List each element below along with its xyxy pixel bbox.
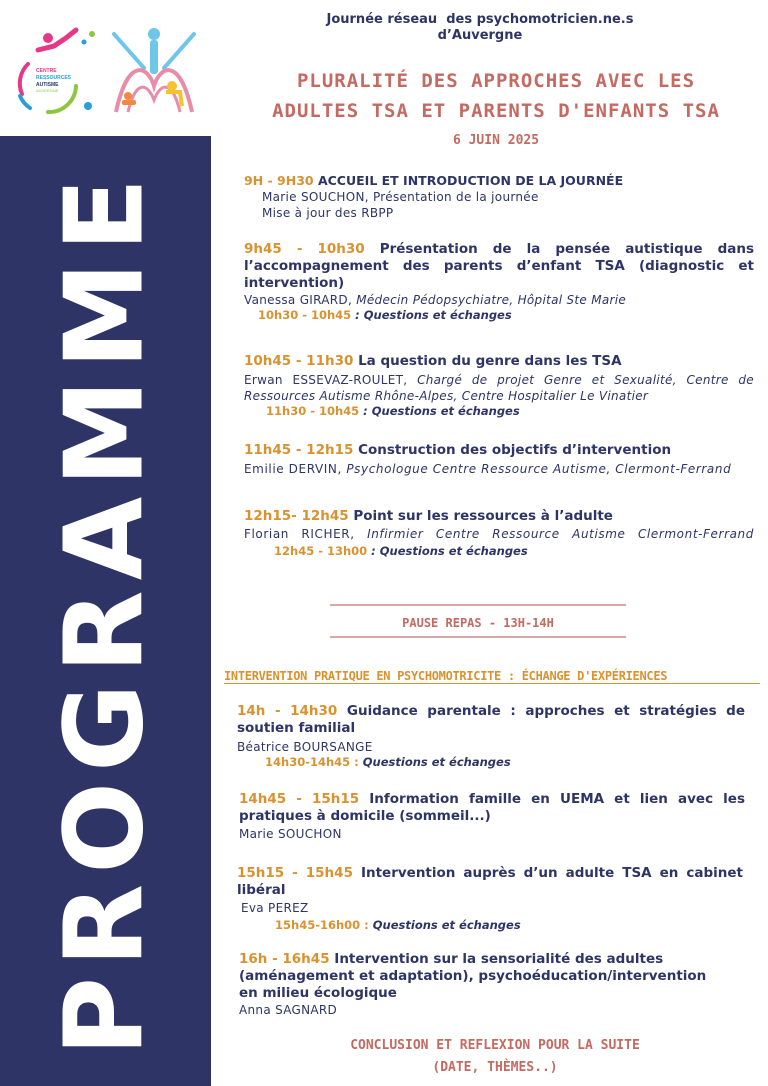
questions-label: : Questions et échanges — [351, 308, 512, 322]
questions-label: : Questions et échanges — [359, 404, 520, 418]
program-time: 15h15 - 15h45 — [237, 865, 353, 881]
program-item-2 — [244, 241, 754, 323]
network-day-title — [260, 12, 700, 44]
main-title — [226, 66, 766, 126]
svg-text:RESSOURCES: RESSOURCES — [36, 75, 72, 81]
program-heading: ACCUEIL ET INTRODUCTION DE LA JOURNÉE — [313, 173, 624, 188]
program-speaker-role: Médecin Pédopsychiatre, Hôpital Ste Marie — [356, 293, 627, 307]
program-speaker: Emilie DERVIN, — [244, 462, 347, 476]
questions-time: 10h30 - 10h45 — [258, 308, 352, 322]
program-speaker-role: Infirmier Centre Ressource Autisme Clermont-Ferrand — [367, 527, 754, 541]
questions-label: Questions et échanges — [368, 918, 521, 932]
program-heading: Présentation de la pensée autistique dans l’accompagnement des parents d’enfant TSA (diagnostic et intervention) — [244, 241, 755, 291]
program-speaker: Marie SOUCHON — [239, 827, 342, 841]
main-title-line1: PLURALITÉ DES APPROCHES AVEC LES — [296, 70, 696, 92]
program-item-4 — [244, 442, 754, 477]
questions-time: 15h45-16h00 : — [275, 918, 369, 932]
section-underline — [224, 683, 760, 684]
program-speaker-role: Chargé de projet Genre et Sexualité, Centre de Ressources Autisme Rhône-Alpes, Centre Hospitalier Le Vinatier — [244, 373, 754, 403]
program-time: 16h - 16h45 — [239, 951, 330, 967]
program-speaker-role: Psychologue Centre Ressource Autisme, Clermont-Ferrand — [346, 462, 732, 476]
program-detail-line: Marie SOUCHON, Présentation de la journée — [262, 190, 539, 204]
program-heading: Point sur les ressources à l’adulte — [348, 508, 613, 524]
program-time: 14h - 14h30 — [237, 703, 338, 719]
program-speaker: Vanessa GIRARD, — [244, 293, 357, 307]
event-date: 6 JUIN 2025 — [452, 133, 540, 148]
program-speaker: Eva PEREZ — [241, 901, 309, 915]
questions-time: 12h45 - 13h00 — [274, 544, 368, 558]
network-day-line2: d’Auvergne — [437, 28, 523, 43]
program-time: 14h45 - 15h15 — [239, 791, 360, 807]
program-time: 9H - 9H30 — [244, 173, 314, 188]
program-time: 11h45 - 12h15 — [244, 442, 354, 458]
lunch-break: PAUSE REPAS - 13H-14H — [402, 616, 554, 630]
program-heading: Construction des objectifs d’intervention — [353, 442, 672, 458]
program-item-1 — [244, 172, 754, 221]
conclusion — [300, 1035, 690, 1079]
conclusion-line1: CONCLUSION ET REFLEXION POUR LA SUITE — [350, 1038, 640, 1053]
program-item-7 — [239, 791, 745, 842]
svg-text:AUTISME: AUTISME — [36, 82, 59, 88]
program-detail-line: Mise à jour des RBPP — [262, 206, 394, 220]
psychomotricity-network-logo — [108, 26, 200, 116]
main-title-line2: ADULTES TSA ET PARENTS D'ENFANTS TSA — [272, 100, 720, 122]
network-day-line1: Journée réseau des psychomotricien.ne.s — [326, 12, 634, 27]
program-item-9 — [239, 951, 719, 1018]
program-item-6 — [237, 703, 745, 770]
centre-ressources-autisme-logo — [8, 24, 98, 114]
pause-bottom-divider — [330, 636, 626, 638]
program-speaker: Florian RICHER, — [244, 527, 368, 541]
program-time: 12h15- 12h45 — [244, 508, 349, 524]
program-time: 10h45 - 11h30 — [244, 353, 354, 369]
svg-text:AUVERGNE: AUVERGNE — [36, 88, 59, 93]
program-item-5 — [244, 508, 754, 559]
pause-top-divider — [330, 604, 626, 606]
program-time: 9h45 - 10h30 — [244, 241, 365, 257]
program-heading: Guidance parentale : approches et stratégies de soutien familial — [237, 703, 745, 736]
program-item-3 — [244, 353, 754, 419]
program-heading: La question du genre dans les TSA — [353, 353, 622, 369]
svg-text:CENTRE: CENTRE — [36, 68, 57, 74]
questions-time: 14h30-14h45 : — [265, 755, 359, 769]
programme-vertical-title: PROGRAMME — [42, 167, 168, 1057]
program-heading: Intervention sur la sensorialité des adultes (aménagement et adaptation), psychoéducation/intervention en milieu écologique — [239, 951, 707, 1001]
program-heading: Information famille en UEMA et lien avec les pratiques à domicile (sommeil...) — [239, 791, 745, 824]
afternoon-section-title: INTERVENTION PRATIQUE EN PSYCHOMOTRICITE : ÉCHANGE D'EXPÉRIENCES — [224, 669, 668, 683]
conclusion-line2: (DATE, THÈMES..) — [432, 1060, 558, 1075]
questions-time: 11h30 - 10h45 — [266, 404, 360, 418]
program-item-8 — [237, 865, 743, 933]
program-heading: Intervention auprès d’un adulte TSA en cabinet libéral — [237, 865, 743, 898]
program-speaker: Béatrice BOURSANGE — [237, 740, 373, 754]
program-speaker: Erwan ESSEVAZ-ROULET, — [244, 373, 418, 387]
questions-label: Questions et échanges — [358, 755, 511, 769]
program-speaker: Anna SAGNARD — [239, 1003, 338, 1017]
questions-label: : Questions et échanges — [367, 544, 528, 558]
